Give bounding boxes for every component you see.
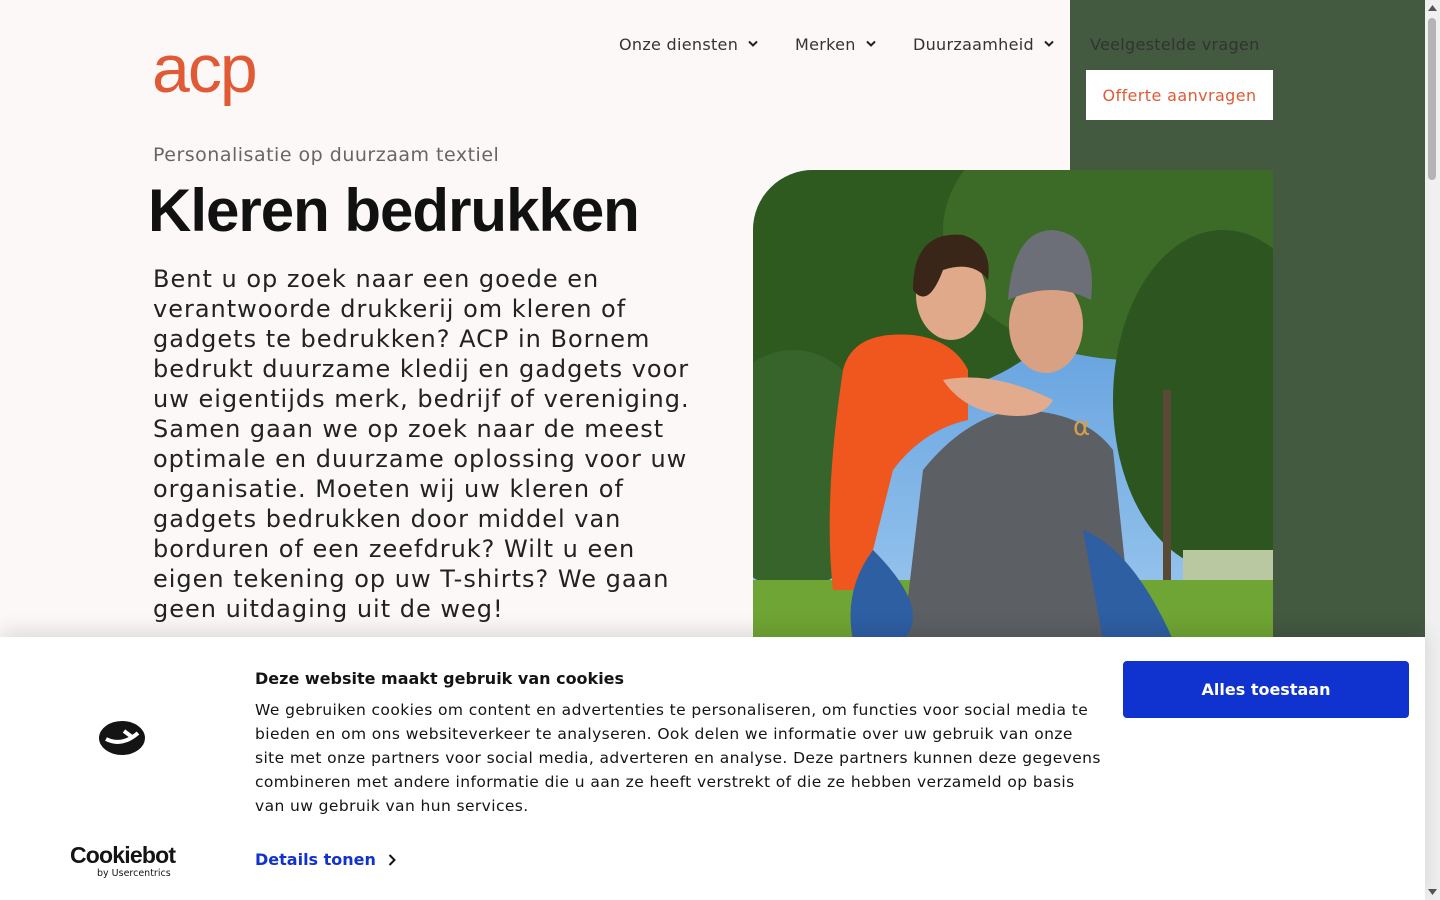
cookiebot-logo: Cookiebot by Usercentrics [70, 842, 176, 879]
cookie-banner [0, 637, 1425, 900]
scroll-down-icon[interactable] [1428, 889, 1437, 895]
hero-subtitle: Personalisatie op duurzaam textiel [153, 144, 500, 166]
nav-item-veelgestelde-vragen[interactable]: Veelgestelde vragen [1090, 34, 1260, 54]
details-tonen-link[interactable]: Details tonen [255, 850, 396, 869]
cookiebot-mark-icon [98, 719, 146, 757]
page-title: Kleren bedrukken [148, 177, 639, 244]
acp-logo[interactable] [152, 40, 300, 114]
scroll-thumb[interactable] [1428, 18, 1436, 180]
svg-text:α: α [1073, 412, 1091, 442]
nav-item-onze-diensten[interactable]: Onze diensten [619, 30, 758, 58]
nav-item-duurzaamheid[interactable]: Duurzaamheid [913, 30, 1054, 58]
hero-image [753, 170, 1273, 640]
cookie-banner-title: Deze website maakt gebruik van cookies [255, 669, 625, 688]
page-scrollbar[interactable] [1425, 0, 1440, 900]
nav-item-merken[interactable]: Merken [795, 30, 876, 58]
svg-text:acp: acp [152, 40, 256, 107]
chevron-down-icon [1044, 40, 1054, 48]
hero-intro-text: Bent u op zoek naar een goede en verantwoorde drukkerij om kleren of gadgets te bedrukken? ACP in Bornem bedrukt duurzame kledij en gadgets voor uw eigentijds merk, bedrijf of vereniging. Samen gaan we op zoek naar de meest optimale en duurzame oplossing voor uw organisatie. Moeten wij uw kleren of gadgets bedrukken door middel van borduren of een zeefdruk? Wilt u een eigen tekening op uw T-shirts? We gaan geen uitdaging uit de weg! [153, 265, 690, 623]
chevron-down-icon [866, 40, 876, 48]
offerte-aanvragen-button[interactable]: Offerte aanvragen [1086, 70, 1273, 120]
cookie-banner-text: We gebruiken cookies om content en advertenties te personaliseren, om functies voor social media te bieden en om ons websiteverkeer te analyseren. Ook delen we informatie over uw gebruik van onze site met onze partners voor social media, adverteren en analyse. Deze partners kunnen deze gegevens combineren met andere informatie die u aan ze heeft verstrekt of die ze hebben verzameld op basis van uw gebruik van hun services. [255, 701, 1101, 815]
scroll-up-icon[interactable] [1428, 5, 1437, 11]
chevron-down-icon [748, 40, 758, 48]
alles-toestaan-button[interactable]: Alles toestaan [1123, 661, 1409, 718]
chevron-right-icon [388, 854, 396, 866]
